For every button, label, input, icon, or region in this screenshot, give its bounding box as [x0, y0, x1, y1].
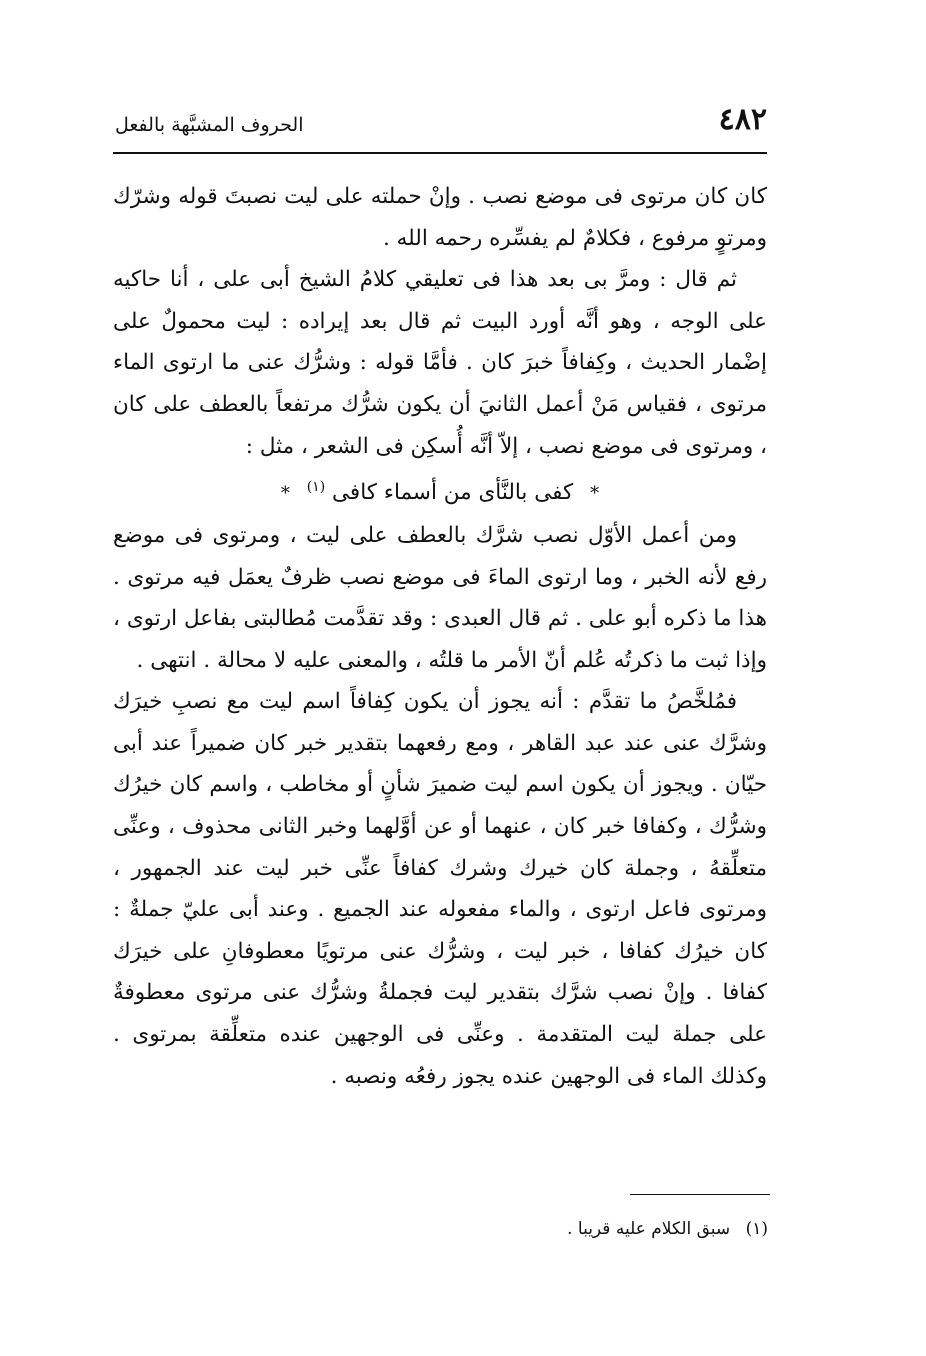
paragraph-1: كان كان مرتوى فى موضع نصب . وإنْ حملته على ليت نصبتَ قوله وشرّك ومرتوٍ مرفوع ، فكلامٌ لم يفسِّره رحمه الله .: [113, 184, 767, 251]
verse-marker-right: *: [590, 483, 600, 505]
verse-marker-left: *: [280, 483, 290, 505]
footnote: [567, 1217, 768, 1241]
running-title: الحروف المشبَّهة بالفعل: [115, 114, 304, 136]
footnote-divider: [630, 1194, 770, 1195]
verse-line: [113, 467, 767, 515]
paragraph-3: ومن أعمل الأوّل نصب شرَّك بالعطف على ليت ، ومرتوى فى موضع رفع لأنه الخبر ، وما ارتوى الماءَ فى موضع نصب ظرفٌ يعمَل فيه مرتوى . هذا ما ذكره أبو على . ثم قال العبدى : وقد تقدَّمت مُطالبتى بفاعل ارتوى ، وإذا ثبت ما ذكرتُه عُلم أنّ الأمر ما قلتُه ، والمعنى عليه لا محالة . انتهى .: [113, 522, 767, 673]
header-divider: [113, 152, 767, 154]
paragraph-2: ثم قال : ومرَّ بى بعد هذا فى تعليقي كلامُ الشيخ أبى على ، أنا حاكيه على الوجه ، وهو أنَّه أورد البيت ثم قال بعد إيراده : ليت محمولٌ على إضْمار الحديث ، وكِفافاً خبرَ كان . فأمَّا قوله : وشرُّك عنى ما ارتوى الماء مرتوى ، فقياس مَنْ أعمل الثانيَ أن يكون شرُّك مرتفعاً بالعطف على كان ، ومرتوى فى موضع نصب ، إلاّ أنَّه أُسكِن فى الشعر ، مثل :: [113, 267, 767, 459]
page-header: [115, 100, 767, 150]
main-text: [113, 176, 767, 1097]
page-number: ٤٨٢: [718, 102, 767, 137]
verse-text: كفى بالنَّأى من أسماء كافى: [332, 480, 574, 506]
paragraph-4: فمُلخَّصُ ما تقدَّم : أنه يجوز أن يكون كِفافاً اسم ليت مع نصبِ خيرَك وشرَّك عنى عند عبد القاهر ، ومع رفعهما بتقدير خبر كان ضميراً عند أبى حيّان . ويجوز أن يكون اسم ليت ضميرَ شأنٍ أو مخاطب ، واسم كان خيرُك وشرُّك ، وكفافا خبر كان ، عنهما أو عن أوَّلهما وخبر الثانى محذوف ، وعنِّى متعلِّقهُ ، وجملة كان خيرك وشرك كفافاً عنِّى خبر ليت عند الجمهور ، ومرتوى فاعل ارتوى ، والماء مفعوله عند الجميع . وعند أبى عليّ جملةٌ : كان خيرُك كفافا ، خبر ليت ، وشرُّك عنى مرتويًا معطوفانِ على خيرَك كفافا . وإنْ نصب شرَّك بتقدير ليت فجملةُ وشرُّك عنى مرتوى معطوفةٌ على جملة ليت المتقدمة . وعنِّى فى الوجهين عنده متعلِّقة بمرتوى . وكذلك الماء فى الوجهين عنده يجوز رفعُه ونصبه .: [113, 689, 767, 1089]
footnote-reference[interactable]: (١): [306, 479, 326, 496]
footnote-text: سبق الكلام عليه قريبا .: [567, 1219, 731, 1239]
footnote-number: (١): [745, 1219, 768, 1239]
